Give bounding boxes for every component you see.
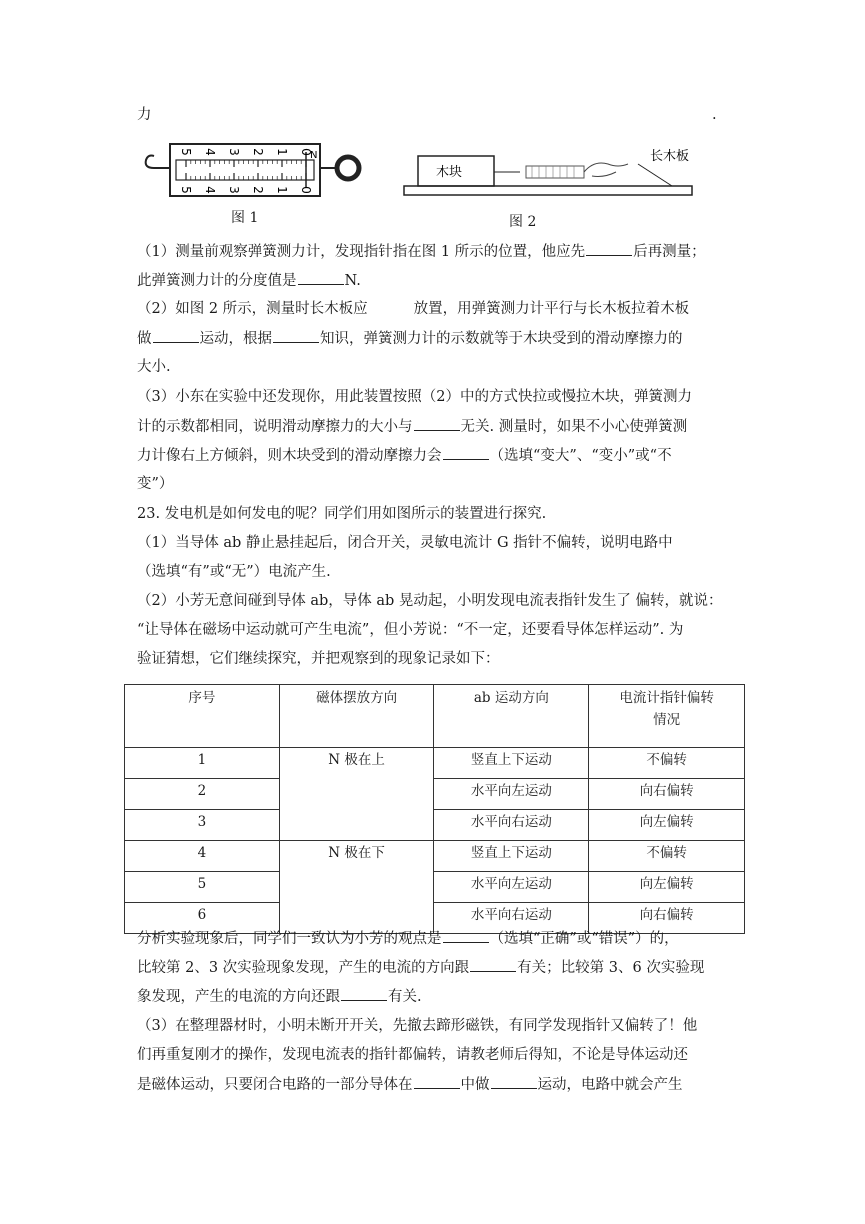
cell-result: 不偏转 (589, 841, 745, 872)
scale-label: 1 (275, 148, 289, 156)
text: 情况 (653, 712, 681, 728)
observation-table (124, 684, 745, 934)
text: 比较第 2、3 次实验现象发现，产生的电流的方向跟 (137, 960, 470, 976)
text: （选填“变大”、“变小”或“不 (489, 448, 672, 464)
ring-icon (337, 157, 359, 179)
text: 变”） (137, 476, 174, 492)
cell-result: 向左偏转 (589, 872, 745, 903)
scale-label: 0 (299, 186, 313, 194)
scale-label: 2 (251, 148, 265, 156)
q22-line-6 (137, 387, 737, 407)
q23-title (137, 504, 737, 524)
text: 23. 发电机是如何发电的呢？同学们用如图所示的装置进行探究. (137, 506, 547, 522)
wood-block-label: 木块 (436, 165, 463, 180)
cell-result: 向右偏转 (589, 779, 745, 810)
scale-label: 5 (179, 148, 193, 156)
text: 后再测量； (633, 244, 706, 260)
text: 中做 (460, 1077, 490, 1093)
q23-line-6 (137, 1016, 737, 1036)
board-label: 长木板 (650, 149, 690, 164)
cell-motion: 竖直上下运动 (434, 841, 589, 872)
text: 验证猜想，它们继续探究，并把观察到的现象记录如下： (137, 651, 500, 667)
answer-blank[interactable] (470, 957, 516, 972)
block-board-figure (402, 142, 696, 210)
cell-motion: 水平向左运动 (434, 779, 589, 810)
answer-blank[interactable] (273, 328, 319, 343)
hand-icon (584, 163, 628, 177)
header-magnet: 磁体摆放方向 (279, 685, 434, 748)
header-result (589, 685, 745, 748)
scale-label: 0 (299, 148, 313, 156)
text: （1）测量前观察弹簧测力计，发现指针指在图 1 所示的位置，他应先 (137, 244, 586, 260)
q22-line-1 (137, 241, 737, 262)
answer-blank[interactable] (586, 241, 632, 256)
scale-label: 3 (227, 148, 241, 156)
cell-magnet: N 极在上 (279, 748, 434, 841)
cell-no: 1 (125, 748, 280, 779)
header-no: 序号 (125, 685, 280, 748)
answer-blank[interactable] (341, 986, 387, 1001)
answer-blank[interactable] (298, 270, 344, 285)
q22-line-9 (137, 474, 737, 494)
text: （1）当导体 ab 静止悬挂起后，闭合开关，灵敏电流计 G 指针不偏转，说明电路中 (137, 535, 673, 551)
cell-no: 4 (125, 841, 280, 872)
hook-icon (146, 156, 170, 169)
answer-blank[interactable] (443, 445, 489, 460)
continued-line (137, 105, 737, 125)
cell-motion: 水平向左运动 (434, 872, 589, 903)
answer-blank[interactable] (153, 328, 199, 343)
text: （2）小芳无意间碰到导体 ab，导体 ab 晃动起，小明发现电流表指针发生了 偏转，就说： (137, 593, 723, 609)
scale-label: 3 (227, 186, 241, 194)
text: 运动，根据 (199, 331, 272, 347)
q22-line-7 (137, 416, 737, 437)
board-pointer-line (638, 164, 672, 186)
figure1-caption: 图 1 (231, 210, 259, 226)
text: （选填“有”或“无”）电流产生. (137, 564, 331, 580)
cell-no: 5 (125, 872, 280, 903)
text: 力计像右上方倾斜，则木块受到的滑动摩擦力会 (137, 448, 442, 464)
text: （选填“正确”或“错误”）的， (489, 931, 679, 947)
text: 运动，电路中就会产生 (537, 1077, 683, 1093)
continued-text: 力 (137, 107, 152, 123)
text: （2）如图 2 所示，测量时长木板应 (137, 301, 368, 317)
table-row (125, 748, 745, 779)
text: 有关；比较第 3、6 次实验现 (517, 960, 705, 976)
q23-line-8 (137, 1074, 737, 1095)
text: 放置，用弹簧测力计平行与长木板拉着木板 (413, 301, 690, 317)
table-row (125, 779, 745, 810)
table-row (125, 810, 745, 841)
cell-motion: 水平向右运动 (434, 903, 589, 934)
q23-line-1 (137, 533, 737, 553)
cell-no: 3 (125, 810, 280, 841)
text: 计的示数都相同，说明滑动摩擦力的大小与 (137, 419, 413, 435)
answer-blank[interactable] (414, 1074, 460, 1089)
q23-line-4 (137, 620, 737, 640)
scale-label: 1 (275, 186, 289, 194)
text: 知识，弹簧测力计的示数就等于木块受到的滑动摩擦力的 (320, 331, 683, 347)
q23-line-5 (137, 649, 737, 669)
text: 是磁体运动，只要闭合电路的一部分导体在 (137, 1077, 413, 1093)
q22-line-3 (137, 299, 737, 319)
text: 电流计指针偏转 (619, 690, 714, 706)
text: 无关. 测量时，如果不小心使弹簧测 (460, 419, 688, 435)
cell-motion: 竖直上下运动 (434, 748, 589, 779)
scale-label: 2 (251, 186, 265, 194)
scale-label: 5 (179, 186, 193, 194)
cell-motion: 水平向右运动 (434, 810, 589, 841)
q22-line-5 (137, 357, 737, 377)
scale-label: 4 (203, 148, 217, 156)
text: 大小. (137, 359, 171, 375)
text: 分析实验现象后，同学们一致认为小芳的观点是 (137, 931, 442, 947)
text: 们再重复刚才的操作，发现电流表的指针都偏转，请教老师后得知，不论是导体运动还 (137, 1047, 688, 1063)
cell-no: 6 (125, 903, 280, 934)
text: 做 (137, 331, 152, 347)
scale-ticks (186, 160, 306, 180)
q23-line-3 (137, 591, 737, 611)
scale-label: 4 (203, 186, 217, 194)
cell-result: 向右偏转 (589, 903, 745, 934)
text: （3）小东在实验中还发现你，用此装置按照（2）中的方式快拉或慢拉木块，弹簧测力 (137, 389, 692, 405)
continued-end: . (712, 107, 717, 123)
text: N. (344, 273, 361, 289)
table-row (125, 872, 745, 903)
q22-line-8 (137, 445, 737, 466)
table-header-row (125, 685, 745, 748)
cell-no: 2 (125, 779, 280, 810)
scale-labels-bottom (179, 186, 313, 194)
text: 有关. (388, 989, 422, 1005)
scale-slot (176, 160, 314, 180)
scale-labels-top (179, 148, 313, 156)
q22-line-4 (137, 328, 737, 349)
q23-analysis-2 (137, 957, 737, 978)
answer-blank[interactable] (491, 1074, 537, 1089)
q23-analysis-1 (137, 928, 737, 949)
cell-magnet: N 极在下 (279, 841, 434, 934)
answer-blank[interactable] (443, 928, 489, 943)
q23-line-2 (137, 562, 737, 582)
text: “让导体在磁场中运动就可产生电流”，但小芳说：“不一定，还要看导体怎样运动”. 为 (137, 622, 684, 638)
header-motion: ab 运动方向 (434, 685, 589, 748)
text: 此弹簧测力计的分度值是 (137, 273, 297, 289)
cell-result: 不偏转 (589, 748, 745, 779)
spring-meter (526, 166, 584, 178)
text: 象发现，产生的电流的方向还跟 (137, 989, 340, 1005)
long-board (404, 186, 692, 195)
q22-line-2 (137, 270, 737, 291)
q23-line-7 (137, 1045, 737, 1065)
q23-analysis-3 (137, 986, 737, 1007)
spring-scale-figure (140, 138, 372, 204)
table-row (125, 841, 745, 872)
answer-blank[interactable] (414, 416, 460, 431)
cell-result: 向左偏转 (589, 810, 745, 841)
scale-unit: N (310, 150, 318, 161)
figure2-caption: 图 2 (509, 214, 537, 230)
text: （3）在整理器材时，小明未断开开关，先撤去蹄形磁铁，有同学发现指针又偏转了！他 (137, 1018, 698, 1034)
